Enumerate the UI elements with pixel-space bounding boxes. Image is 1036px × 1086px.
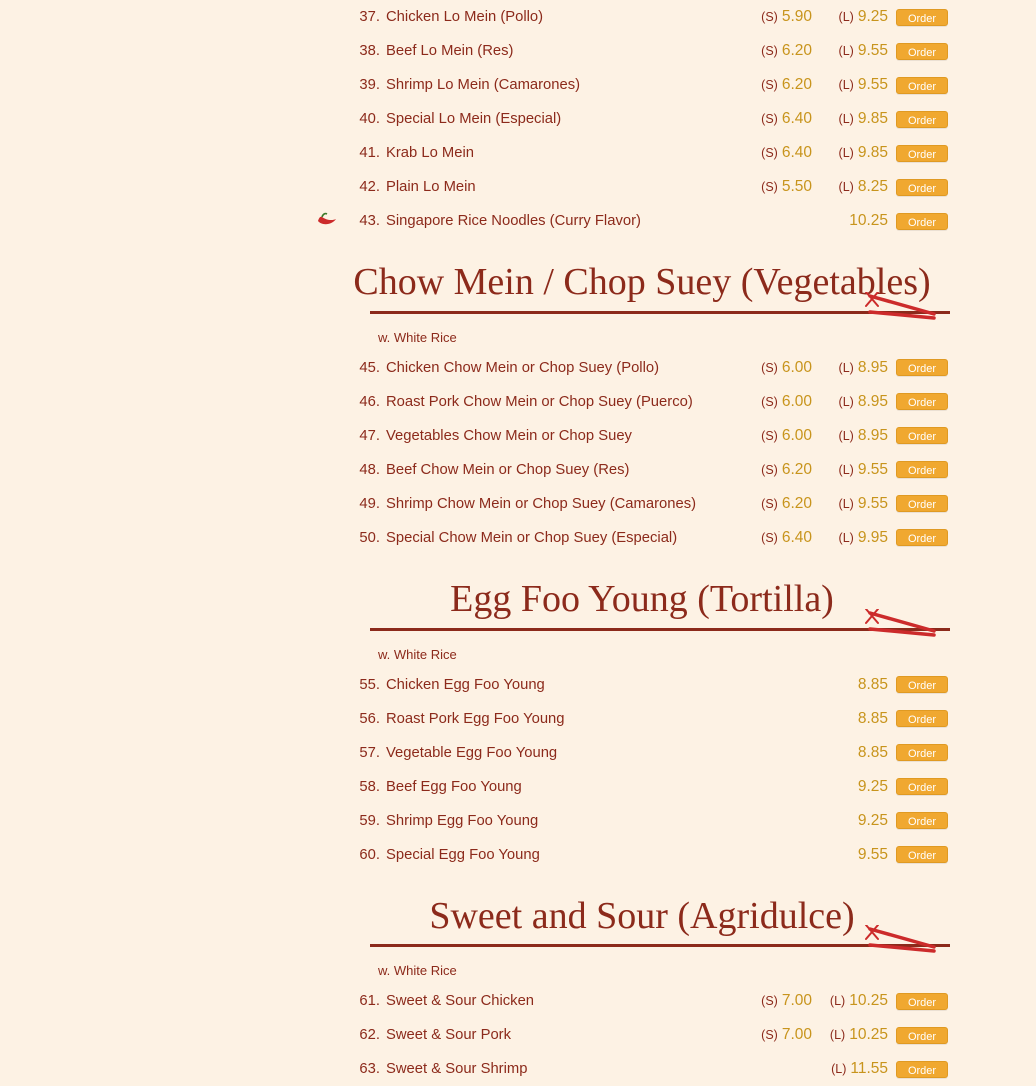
price-single: [718, 778, 888, 796]
size-small-label: (S): [761, 44, 778, 58]
table-row: [348, 68, 948, 102]
order-button[interactable]: Order: [896, 393, 948, 410]
price-small: [726, 144, 812, 162]
order-button[interactable]: Order: [896, 846, 948, 863]
order-button[interactable]: Order: [896, 710, 948, 727]
price-value: 8.85: [857, 743, 888, 761]
item-name: Shrimp Egg Foo Young: [386, 812, 539, 829]
price-value-small: 6.40: [781, 528, 812, 546]
item-name: Shrimp Chow Mein or Chop Suey (Camarones): [386, 495, 697, 512]
item-number: 63.: [359, 1061, 380, 1078]
table-row: [348, 984, 948, 1018]
table-row: [348, 1018, 948, 1052]
price-small: [726, 529, 812, 547]
price-large: [812, 178, 888, 196]
price-value-small: 6.20: [781, 494, 812, 512]
price-large: [812, 144, 888, 162]
size-large-label: (L): [838, 146, 854, 160]
price-value: 9.55: [857, 845, 888, 863]
price-value-small: 6.00: [781, 358, 812, 376]
size-small-label: (S): [761, 496, 778, 511]
price-small: [726, 76, 812, 94]
section-note: w. White Rice: [378, 329, 457, 345]
price-small: [726, 461, 812, 479]
size-large-label: (L): [838, 428, 854, 443]
item-name: Plain Lo Mein: [386, 179, 476, 195]
item-number: 49.: [359, 495, 380, 512]
item-number: 58.: [359, 778, 380, 795]
menu-section: [348, 573, 948, 631]
price-value: 9.25: [857, 811, 888, 829]
table-row: [348, 385, 948, 419]
price-value: 9.25: [857, 777, 888, 795]
price-value: 8.85: [857, 675, 888, 693]
price-small: [726, 178, 812, 196]
price-small: [726, 495, 812, 513]
item-name: Vegetable Egg Foo Young: [386, 744, 558, 761]
menu-section: [348, 256, 948, 314]
item-name: Vegetables Chow Mein or Chop Suey: [386, 427, 632, 444]
size-large-label: (L): [838, 78, 854, 92]
price-value-large: 8.95: [857, 426, 888, 444]
item-number: 41.: [359, 145, 380, 161]
price-large: [812, 427, 888, 445]
item-number: 50.: [359, 529, 380, 546]
price-single: [718, 676, 888, 694]
price-large: [812, 359, 888, 377]
item-name: Roast Pork Egg Foo Young: [386, 710, 565, 727]
price-large: [812, 1026, 888, 1044]
order-button[interactable]: Order: [896, 427, 948, 444]
price-single: [718, 744, 888, 762]
order-button[interactable]: Order: [896, 213, 948, 230]
table-row: [348, 487, 948, 521]
price-large: [812, 8, 888, 26]
size-large-label: (L): [831, 1062, 847, 1077]
size-large-label: (L): [838, 360, 854, 375]
item-number: 57.: [359, 744, 380, 761]
item-name: Chicken Egg Foo Young: [386, 676, 545, 693]
table-row: [348, 136, 948, 170]
section-note: w. White Rice: [378, 963, 457, 979]
order-button[interactable]: Order: [896, 993, 948, 1010]
section-title: Chow Mein / Chop Suey (Vegetables): [353, 261, 931, 303]
table-row: [348, 736, 948, 770]
price-value-small: 6.40: [781, 110, 812, 127]
price-value-small: 5.50: [781, 178, 812, 195]
item-name: Special Lo Mein (Especial): [386, 111, 562, 127]
item-number: 48.: [359, 461, 380, 478]
table-row: [348, 34, 948, 68]
item-name: Special Chow Mein or Chop Suey (Especial): [386, 529, 678, 546]
price-large: [812, 1060, 888, 1078]
item-number: 45.: [359, 359, 380, 376]
price-value-large: 10.25: [849, 1026, 888, 1044]
order-button[interactable]: Order: [896, 359, 948, 376]
order-button[interactable]: Order: [896, 1027, 948, 1044]
price-value-large: 9.55: [857, 460, 888, 478]
table-row: [348, 204, 948, 238]
price-value-large: 8.95: [857, 392, 888, 410]
price-small: [726, 110, 812, 128]
item-name: Chicken Lo Mein (Pollo): [386, 9, 544, 25]
size-large-label: (L): [838, 180, 854, 194]
price-small: [726, 393, 812, 411]
size-small-label: (S): [761, 180, 778, 194]
order-button[interactable]: Order: [896, 744, 948, 761]
order-button[interactable]: Order: [896, 179, 948, 196]
price-large: [812, 42, 888, 60]
menu-column: [348, 0, 948, 1086]
size-small-label: (S): [761, 428, 778, 443]
price-value: 10.25: [849, 212, 888, 229]
table-row: [348, 0, 948, 34]
order-button[interactable]: Order: [896, 9, 948, 26]
table-row: [348, 170, 948, 204]
price-value-small: 6.40: [781, 144, 812, 161]
section-note: w. White Rice: [378, 646, 457, 662]
size-large-label: (L): [829, 1028, 846, 1043]
table-row: [348, 351, 948, 385]
size-large-label: (L): [838, 394, 854, 409]
item-number: 62.: [359, 1027, 380, 1044]
item-name: Sweet & Sour Chicken: [386, 993, 535, 1010]
order-button[interactable]: Order: [896, 1061, 948, 1078]
item-name: Shrimp Lo Mein (Camarones): [386, 77, 581, 93]
size-large-label: (L): [829, 994, 846, 1009]
table-row: [348, 521, 948, 555]
price-value-small: 7.00: [781, 1026, 812, 1044]
item-number: 60.: [359, 846, 380, 863]
price-value-small: 6.20: [781, 460, 812, 478]
price-large: [812, 110, 888, 128]
item-number: 38.: [359, 43, 380, 59]
table-row: [348, 419, 948, 453]
item-number: 59.: [359, 812, 380, 829]
price-value-large: 8.95: [857, 358, 888, 376]
item-number: 43.: [359, 213, 380, 229]
menu-section: [348, 890, 948, 948]
price-large: [812, 529, 888, 547]
table-row: [348, 1052, 948, 1086]
size-small-label: (S): [761, 1028, 778, 1043]
table-row: [348, 453, 948, 487]
price-value: 8.85: [857, 709, 888, 727]
price-single: [718, 846, 888, 864]
price-value-large: 10.25: [849, 992, 888, 1010]
price-large: [812, 495, 888, 513]
size-large-label: (L): [838, 496, 854, 511]
section-title: Egg Foo Young (Tortilla): [450, 577, 834, 620]
item-name: Chicken Chow Mein or Chop Suey (Pollo): [386, 359, 660, 376]
size-small-label: (S): [761, 462, 778, 477]
size-small-label: (S): [761, 112, 778, 126]
size-small-label: (S): [761, 360, 778, 375]
price-value-large: 9.85: [857, 110, 888, 127]
price-large: [812, 393, 888, 411]
item-name: Krab Lo Mein: [386, 145, 475, 161]
price-value-large: 9.85: [857, 144, 888, 161]
size-small-label: (S): [761, 78, 778, 92]
size-large-label: (L): [838, 44, 854, 58]
order-button[interactable]: Order: [896, 676, 948, 693]
item-number: 46.: [359, 393, 380, 410]
price-value-small: 7.00: [781, 992, 812, 1010]
table-row: [348, 838, 948, 872]
price-single: [718, 812, 888, 830]
price-single: [718, 212, 888, 230]
item-name: Sweet & Sour Pork: [386, 1027, 512, 1044]
table-row: [348, 804, 948, 838]
order-button[interactable]: Order: [896, 461, 948, 478]
price-value-large: 11.55: [850, 1060, 888, 1078]
order-button[interactable]: Order: [896, 43, 948, 60]
size-small-label: (S): [761, 994, 778, 1009]
item-number: 40.: [359, 111, 380, 127]
item-name: Beef Egg Foo Young: [386, 778, 522, 795]
item-name: Singapore Rice Noodles (Curry Flavor): [386, 213, 641, 229]
price-small: [726, 427, 812, 445]
item-number: 47.: [359, 427, 380, 444]
price-small: [726, 1026, 812, 1044]
price-value-large: 9.55: [857, 76, 888, 93]
size-large-label: (L): [838, 10, 854, 24]
price-value-small: 5.90: [781, 8, 812, 25]
order-button[interactable]: Order: [896, 812, 948, 829]
price-large: [812, 76, 888, 94]
price-value-large: 9.25: [857, 8, 888, 25]
order-button[interactable]: Order: [896, 778, 948, 795]
price-value-small: 6.20: [781, 42, 812, 59]
size-large-label: (L): [838, 112, 854, 126]
size-small-label: (S): [761, 146, 778, 160]
size-large-label: (L): [838, 530, 854, 545]
item-number: 42.: [359, 179, 380, 195]
price-value-small: 6.00: [781, 392, 812, 410]
price-value-large: 9.55: [857, 494, 888, 512]
table-row: [348, 102, 948, 136]
order-button[interactable]: Order: [896, 77, 948, 94]
order-button[interactable]: Order: [896, 145, 948, 162]
price-large: [812, 992, 888, 1010]
price-large: [812, 461, 888, 479]
price-small: [726, 992, 812, 1010]
size-small-label: (S): [761, 530, 778, 545]
order-button[interactable]: Order: [896, 111, 948, 128]
price-single: [718, 710, 888, 728]
price-value-small: 6.00: [781, 426, 812, 444]
price-small: [726, 42, 812, 60]
price-small: [726, 8, 812, 26]
item-name: Beef Lo Mein (Res): [386, 43, 514, 59]
price-small: [726, 359, 812, 377]
item-name: Roast Pork Chow Mein or Chop Suey (Puerco): [386, 393, 693, 410]
item-name: Special Egg Foo Young: [386, 846, 540, 863]
price-value-large: 8.25: [857, 178, 888, 195]
item-number: 55.: [359, 676, 380, 693]
size-large-label: (L): [838, 462, 854, 477]
order-button[interactable]: Order: [896, 529, 948, 546]
item-number: 39.: [359, 77, 380, 93]
item-number: 37.: [359, 9, 380, 25]
item-number: 56.: [359, 710, 380, 727]
price-value-large: 9.95: [857, 528, 888, 546]
order-button[interactable]: Order: [896, 495, 948, 512]
table-row: [348, 770, 948, 804]
size-small-label: (S): [761, 394, 778, 409]
table-row: [348, 702, 948, 736]
item-name: Beef Chow Mein or Chop Suey (Res): [386, 461, 630, 478]
section-divider: [370, 311, 950, 314]
section-title: Sweet and Sour (Agridulce): [429, 894, 855, 937]
spicy-pepper-icon: [316, 211, 338, 227]
table-row: [348, 668, 948, 702]
size-small-label: (S): [761, 10, 778, 24]
item-name: Sweet & Sour Shrimp: [386, 1061, 528, 1078]
price-value-large: 9.55: [857, 42, 888, 59]
item-number: 61.: [359, 993, 380, 1010]
section-divider: [370, 944, 950, 947]
price-value-small: 6.20: [781, 76, 812, 93]
section-divider: [370, 628, 950, 631]
